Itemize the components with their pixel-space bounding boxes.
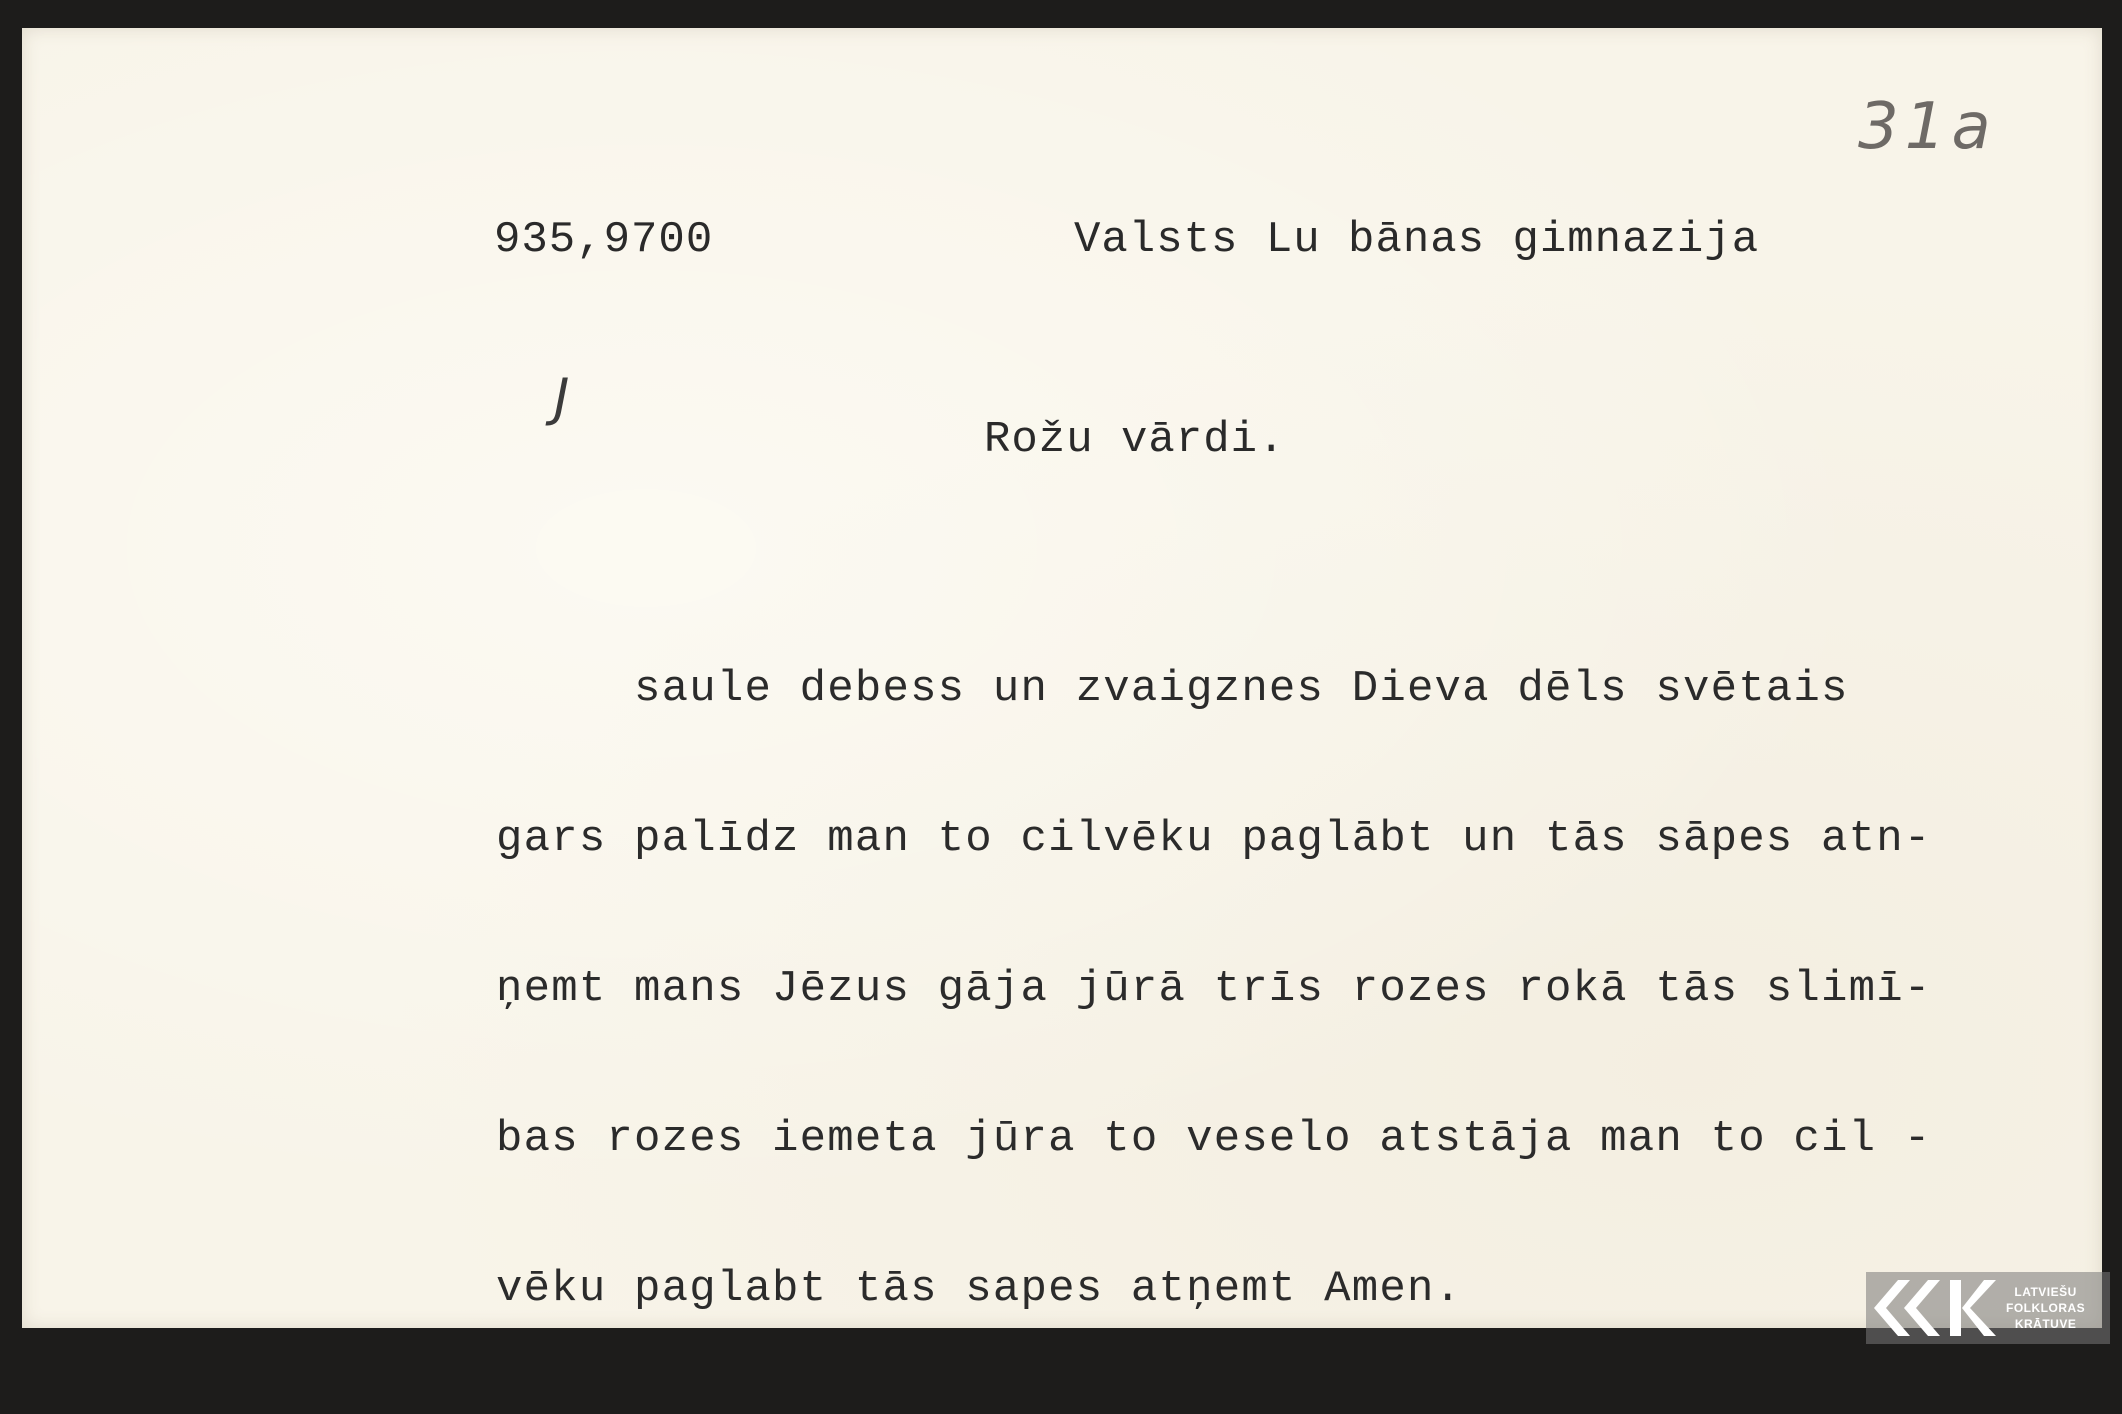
charm-text xyxy=(496,564,1931,1414)
school-name: Valsts Lu bānas gimnazija xyxy=(1074,215,1760,265)
archive-number: 935,9700 xyxy=(494,215,714,265)
text-line: ņemt mans Jēzus gāja jūrā trīs rozes rokā tās slimī- xyxy=(496,964,1932,1014)
archive-logo xyxy=(1866,1272,2110,1344)
handwritten-check-mark: J xyxy=(554,368,570,428)
archive-card xyxy=(22,28,2102,1328)
lfk-chevrons-logo-icon xyxy=(1866,1272,2006,1344)
document-title: Rožu vārdi. xyxy=(984,415,1286,465)
text-line: vēku paglabt tās sapes atņemt Amen. xyxy=(496,1264,1463,1314)
text-line: saule debess un zvaigznes Dieva dēls svētais xyxy=(496,664,1849,714)
logo-line: FOLKLORAS xyxy=(2006,1301,2086,1315)
text-line: gars palīdz man to cilvēku paglābt un tās sāpes atn- xyxy=(496,814,1932,864)
text-line: bas rozes iemeta jūra to veselo atstāja man to cil - xyxy=(496,1114,1932,1164)
logo-text xyxy=(2006,1284,2091,1332)
logo-line: KRĀTUVE xyxy=(2014,1317,2077,1331)
handwritten-page-mark: 31a xyxy=(1858,90,1997,164)
logo-line: LATVIEŠU xyxy=(2014,1285,2077,1299)
